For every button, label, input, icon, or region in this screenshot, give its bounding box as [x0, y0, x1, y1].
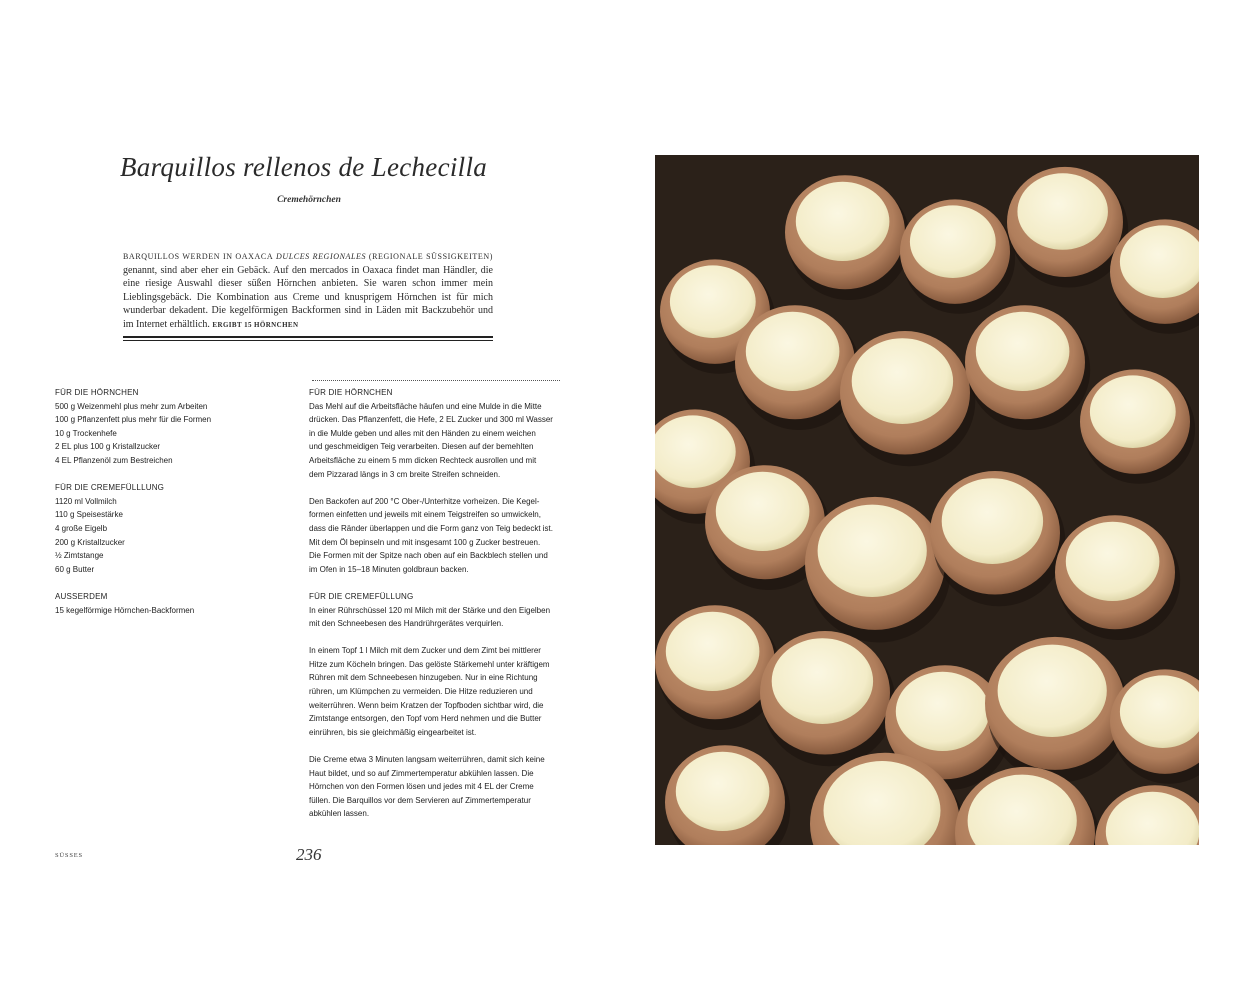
method-line: abkühlen lassen. [309, 809, 370, 819]
method-line: im Ofen in 15–18 Minuten goldbraun backen. [309, 564, 469, 574]
ingredient-item: 4 große Eigelb [55, 523, 108, 533]
spacer [309, 739, 577, 753]
section-label: SÜSSES [55, 852, 83, 859]
method-line: drücken. Das Pflanzenfett, die Hefe, 2 EL Zucker und 300 ml Wasser [309, 415, 553, 425]
ingredient-item: ½ Zimtstange [55, 551, 104, 561]
ingredients-list [55, 386, 295, 617]
spacer [55, 576, 295, 590]
ingredient-item: 15 kegelförmige Hörnchen-Backformen [55, 605, 195, 615]
method-section-heading: FÜR DIE CREMEFÜLLUNG [309, 591, 414, 601]
spacer [55, 468, 295, 482]
spacer [309, 481, 577, 495]
intro-lead-rest: (REGIONALE SÜSSIGKEITEN) [368, 252, 494, 261]
method-line: Haut bildet, und so auf Zimmertemperatur abkühlen lassen. Die [309, 768, 534, 778]
page-number: 236 [296, 845, 322, 864]
method-line: formen einfetten und jeweils mit einem Teigstreifen so umwickeln, [309, 510, 541, 520]
intro-divider [123, 336, 493, 341]
method-line: In einer Rührschüssel 120 ml Milch mit der Stärke und den Eigelben [309, 605, 551, 615]
method-line: mit den Schneebesen des Handrührgerätes verquirlen. [309, 619, 504, 629]
method-line: dem Pizzarad längs in 3 cm breite Streifen schneiden. [309, 469, 501, 479]
method-line: füllen. Die Barquillos vor dem Servieren auf Zimmertemperatur [309, 795, 531, 805]
intro-body: genannt, sind aber eher ein Gebäck. Auf den mercados in Oaxaca findet man Händler, die eine riesige Auswahl dieser süßen Hörnchen anbieten. Sie waren schon immer mein Lieblingsgebäck. Die Kombination aus Creme und knusprigem Hörnchen ist für mich wunderbar dekadent. Die kegelförmigen Backformen sind in Läden mit Backzubehör und im Internet erhältlich. [123, 264, 493, 330]
intro-italic-term: DULCES REGIONALES [275, 252, 367, 261]
method-line: Mit dem Öl bepinseln und mit insgesamt 100 g Zucker bestreuen. [309, 537, 541, 547]
ingredient-item: 110 g Speisestärke [55, 510, 123, 520]
ingredient-item: 2 EL plus 100 g Kristallzucker [55, 442, 161, 452]
recipe-subtitle: Cremehörnchen [277, 195, 341, 205]
method-line: Hitze zum Köcheln bringen. Das gelöste Stärkemehl unter kräftigem [309, 659, 550, 669]
method-line: Rühren mit dem Schneebesen hinzugeben. Nur in eine Richtung [309, 673, 538, 683]
method-divider [312, 380, 560, 381]
ingredient-item: 1120 ml Vollmilch [55, 496, 117, 506]
intro-lead: BARQUILLOS WERDEN IN OAXACA [123, 252, 274, 261]
ingredient-group-heading: AUSSERDEM [55, 591, 108, 601]
method-line: Arbeitsfläche zu einem 5 mm dicken Rechteck ausrollen und mit [309, 455, 537, 465]
ingredient-group-heading: FÜR DIE HÖRNCHEN [55, 388, 139, 397]
spacer [309, 576, 577, 590]
method-line: Zimtstange entsorgen, den Topf vom Herd nehmen und die Butter [309, 714, 542, 724]
method-line: Die Creme etwa 3 Minuten langsam weiterrühren, damit sich keine [309, 755, 545, 765]
ingredient-item: 100 g Pflanzenfett plus mehr für die Formen [55, 415, 212, 425]
spacer [309, 631, 577, 645]
method-line: Den Backofen auf 200 °C Ober-/Unterhitze vorheizen. Die Kegel- [309, 496, 540, 506]
method-line: und geschmeidigen Teig verarbeiten. Diesen auf der bemehlten [309, 442, 534, 452]
pastry-photo-icon [655, 155, 1199, 845]
method-line: weiterrühren. Wenn beim Kratzen der Topfboden sichtbar wird, die [309, 700, 544, 710]
method-line: dass die Ränder überlappen und die Form ganz von Teig bedeckt ist. [309, 523, 554, 533]
method-line: rühren, um Klümpchen zu vermeiden. Die Hitze reduzieren und [309, 687, 533, 697]
recipe-title: Barquillos rellenos de Lechecilla [120, 152, 488, 182]
ingredient-item: 500 g Weizenmehl plus mehr zum Arbeiten [55, 401, 208, 411]
recipe-intro [123, 250, 493, 333]
method-line: In einem Topf 1 l Milch mit dem Zucker und dem Zimt bei mittlerer [309, 646, 541, 656]
method-line: in die Mulde geben und alles mit den Händen zu einem weichen [309, 428, 536, 438]
pastry-photo [655, 155, 1199, 845]
method-line: einrühren, bis sie gleichmäßig eingearbeitet ist. [309, 727, 477, 737]
ingredient-item: 4 EL Pflanzenöl zum Bestreichen [55, 455, 173, 465]
method-steps [309, 386, 577, 821]
ingredient-item: 200 g Kristallzucker [55, 537, 125, 547]
method-line: Das Mehl auf die Arbeitsfläche häufen und eine Mulde in die Mitte [309, 401, 542, 411]
method-line: Die Formen mit der Spitze nach oben auf ein Backblech stellen und [309, 551, 548, 561]
recipe-yield: ERGIBT 15 HÖRNCHEN [212, 320, 299, 329]
ingredient-group-heading: FÜR DIE CREMEFÜLLLUNG [55, 483, 165, 493]
ingredient-item: 60 g Butter [55, 564, 95, 574]
method-section-heading: FÜR DIE HÖRNCHEN [309, 388, 393, 397]
ingredient-item: 10 g Trockenhefe [55, 428, 117, 438]
method-line: Hörnchen von den Formen lösen und jedes mit 4 EL der Creme [309, 782, 534, 792]
